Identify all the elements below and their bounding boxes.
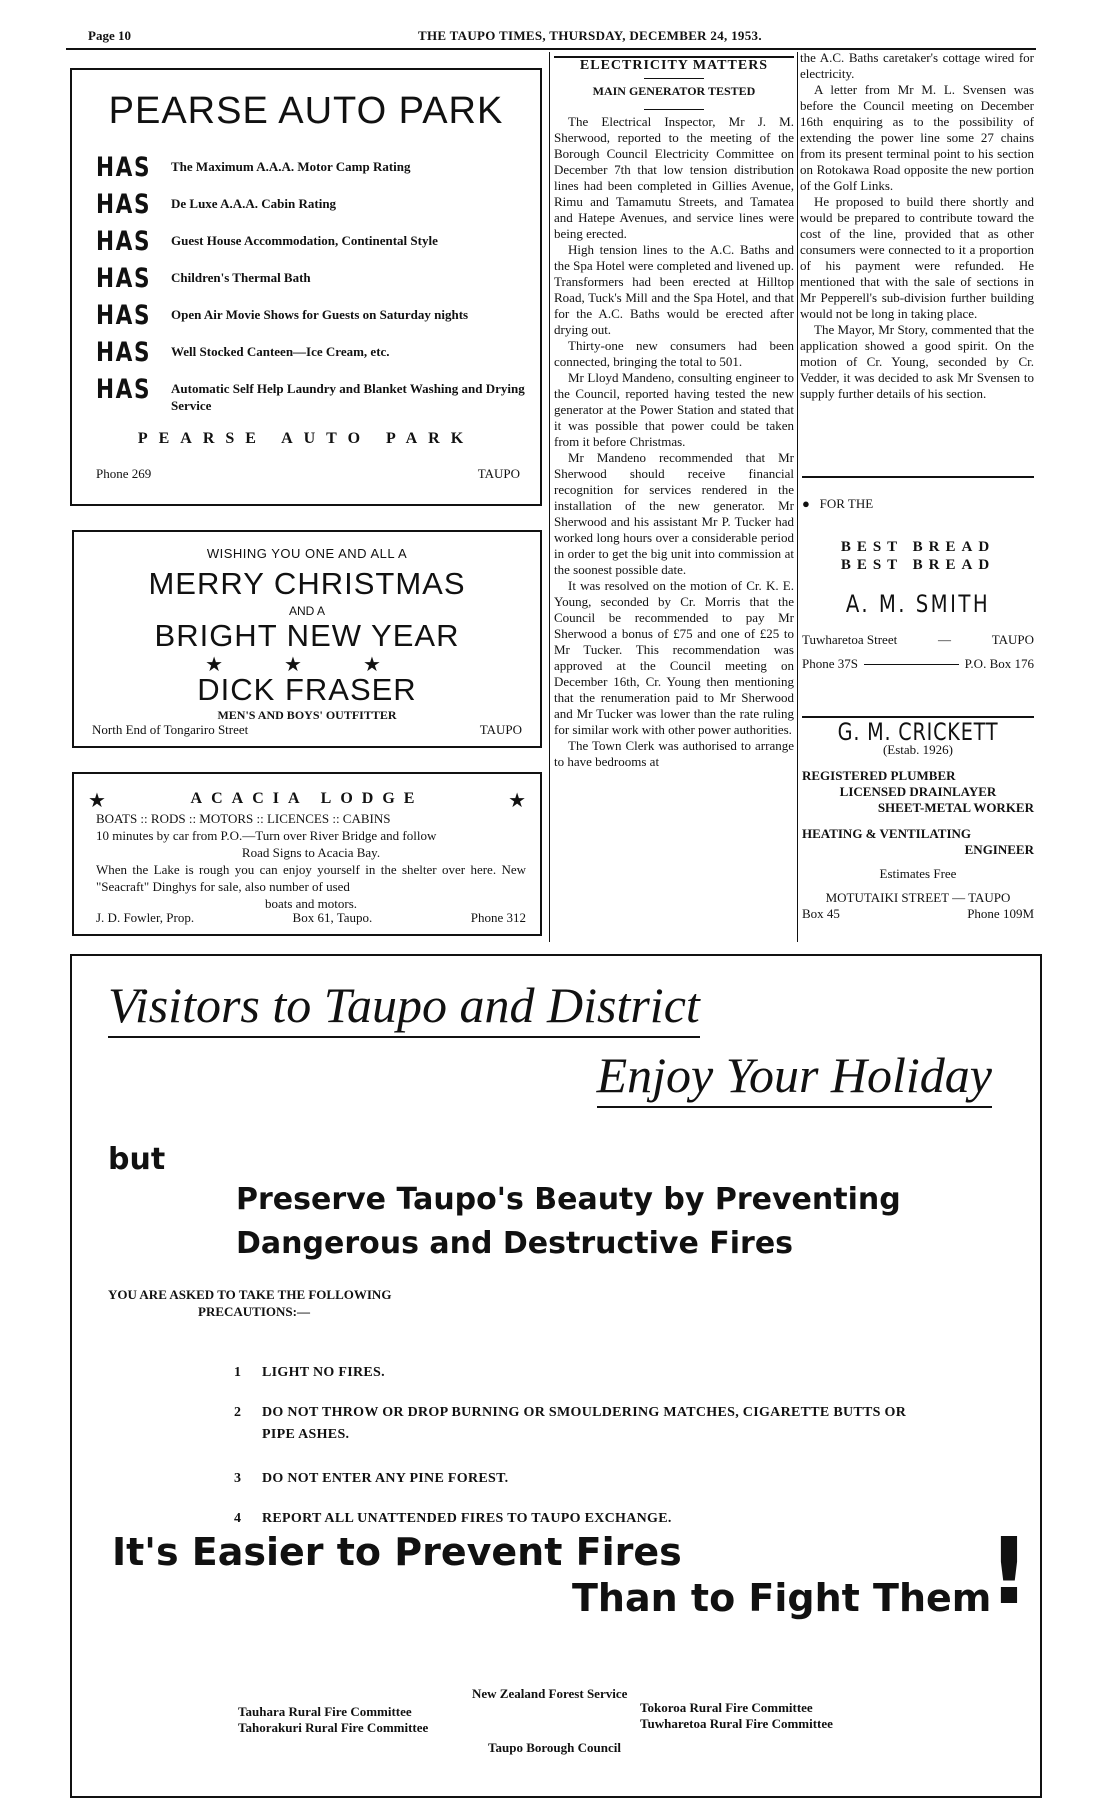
organisation: New Zealand Forest Service bbox=[472, 1686, 628, 1701]
directions-line: Road Signs to Acacia Bay. bbox=[241, 845, 381, 860]
organisation: Taupo Borough Council bbox=[488, 1740, 621, 1755]
bullet-icon: ● bbox=[802, 496, 810, 511]
boats-line: boats and motors. bbox=[264, 896, 358, 911]
exclamation-mark: ! bbox=[988, 1518, 1030, 1625]
divider bbox=[644, 78, 704, 79]
has-label: HAS bbox=[96, 189, 152, 220]
organisation: Tuwharetoa Rural Fire Committee bbox=[640, 1716, 833, 1731]
precaution-item bbox=[234, 1468, 982, 1490]
star-icon: ★ bbox=[88, 790, 106, 812]
proprietor: J. D. Fowler, Prop. bbox=[96, 910, 195, 925]
precaution-text: DO NOT THROW OR DROP BURNING OR SMOULDERING MATCHES, CIGARETTE BUTTS OR PIPE ASHES. bbox=[262, 1405, 907, 1442]
best-bread bbox=[802, 538, 1034, 574]
precaution-item bbox=[234, 1402, 922, 1446]
estimates: Estimates Free bbox=[879, 866, 957, 881]
trade-line: LICENSED DRAINLAYER bbox=[839, 784, 997, 799]
and-a: AND A bbox=[288, 604, 325, 618]
feature-text: De Luxe A.A.A. Cabin Rating bbox=[171, 196, 337, 211]
subheadline: MAIN GENERATOR TESTED bbox=[592, 84, 756, 98]
for-the bbox=[802, 496, 1034, 512]
pearse-auto-park-ad bbox=[70, 68, 542, 506]
directions-line: 10 minutes by car from P.O.—Turn over River Bridge and follow bbox=[96, 828, 437, 843]
precaution-number: 1 bbox=[234, 1365, 241, 1380]
paragraph: He proposed to build there shortly and would be prepared to contribute toward the cost of the line, provided that as other consumers were connected to it a proportion of his payment were refunded. He mentioned that with the sale of sections in Mr Pepperell's sub-division further building would not be long in taking place. bbox=[800, 194, 1034, 321]
town: TAUPO bbox=[477, 466, 520, 481]
trade: MEN'S AND BOYS' OUTFITTER bbox=[217, 708, 397, 722]
headline-enjoy: Enjoy Your Holiday bbox=[597, 1046, 992, 1108]
preserve-heading bbox=[236, 1178, 996, 1266]
feature-row bbox=[96, 226, 531, 257]
paragraph: The Mayor, Mr Story, commented that the application showed a good spirit. On the motion of Cr. Young, seconded by Cr. Vedder, it was decided to ask Mr Svensen to supply further details of his section. bbox=[800, 322, 1034, 401]
svensen-article bbox=[800, 50, 1034, 402]
trade-line: HEATING & VENTILATING bbox=[802, 826, 972, 841]
paragraph: The Electrical Inspector, Mr J. M. Sherwood, reported to the meeting of the Borough Council Electricity Committee on December 7th that low tension distribution lines had been completed in Gillies Avenue, Rimu and Tamamutu Streets, and Tamatea and Hatepe Avenues, and service lines were being erected. bbox=[554, 114, 794, 241]
box: Box 61, Taupo. bbox=[292, 910, 373, 925]
electricity-article bbox=[554, 58, 794, 770]
bright-new-year: BRIGHT NEW YEAR bbox=[154, 618, 460, 653]
acacia-lodge-ad bbox=[72, 772, 542, 936]
organisation: Tahorakuri Rural Fire Committee bbox=[238, 1720, 429, 1735]
trade-line: SHEET-METAL WORKER bbox=[877, 800, 1034, 815]
services-line: BOATS :: RODS :: MOTORS :: LICENCES :: CABINS bbox=[96, 811, 391, 826]
ad-title: ACACIA LODGE bbox=[190, 790, 424, 807]
preserve-line: Preserve Taupo's Beauty by Preventing bbox=[236, 1182, 901, 1217]
trade-line: REGISTERED PLUMBER bbox=[802, 768, 956, 783]
page-number: Page 10 bbox=[88, 28, 131, 43]
ad-signature: PEARSE AUTO PARK bbox=[137, 430, 475, 447]
po-box: P.O. Box 176 bbox=[964, 656, 1034, 671]
feature-row bbox=[96, 152, 531, 183]
street: MOTUTAIKI STREET — TAUPO bbox=[825, 890, 1011, 905]
phone: Phone 109M bbox=[967, 906, 1034, 921]
masthead: THE TAUPO TIMES, THURSDAY, DECEMBER 24, 1953. bbox=[418, 28, 762, 43]
phone: Phone 312 bbox=[470, 910, 526, 925]
asked-line: YOU ARE ASKED TO TAKE THE FOLLOWING bbox=[108, 1287, 392, 1302]
but: but bbox=[108, 1142, 166, 1177]
greeting: WISHING YOU ONE AND ALL A bbox=[206, 546, 408, 561]
column-rule bbox=[549, 52, 550, 942]
contact-row bbox=[802, 906, 1034, 922]
precaution-number: 2 bbox=[234, 1405, 241, 1420]
dash: — bbox=[937, 632, 951, 647]
paragraph: the A.C. Baths caretaker's cottage wired for electricity. bbox=[800, 50, 1034, 81]
slogan-line: Than to Fight Them bbox=[572, 1576, 992, 1620]
has-label: HAS bbox=[96, 374, 152, 405]
column-rule bbox=[797, 52, 798, 942]
best-bread-line: BEST BREAD bbox=[840, 539, 996, 555]
ad-body bbox=[96, 810, 526, 912]
shelter-line: When the Lake is rough you can enjoy yourself in the shelter over here. New "Seacraft" Dinghys for sale, also number of used bbox=[96, 862, 526, 894]
street: Tuwharetoa Street bbox=[802, 632, 898, 647]
precaution-text: DO NOT ENTER ANY PINE FOREST. bbox=[262, 1471, 509, 1486]
paragraph: Mr Mandeno recommended that Mr Sherwood should receive financial recognition for services rendered in the installation of the new generator. Mr Sherwood and his assistant Mr P. Tucker had worked long hours over a considerable period in order to get the big unit into commission at the soonest possible date. bbox=[554, 450, 794, 577]
organisation: Tauhara Rural Fire Committee bbox=[238, 1704, 412, 1719]
asked-line: PRECAUTIONS:— bbox=[198, 1304, 310, 1319]
feature-row bbox=[96, 374, 531, 414]
contact-row bbox=[802, 656, 1034, 672]
phone: Phone 37S bbox=[802, 656, 858, 671]
feature-text: Well Stocked Canteen—Ice Cream, etc. bbox=[171, 344, 390, 359]
fire-prevention-ad bbox=[70, 954, 1042, 1798]
has-label: HAS bbox=[96, 337, 152, 368]
feature-row bbox=[96, 263, 531, 294]
paragraph: Mr Lloyd Mandeno, consulting engineer to the Council, reported having tested the new generator at the Power Station and stated that it was possible that power could be taken from it before Christmas. bbox=[554, 370, 794, 449]
established: (Estab. 1926) bbox=[882, 742, 954, 757]
has-label: HAS bbox=[96, 263, 152, 294]
paragraph: A letter from Mr M. L. Svensen was before the Council meeting on December 16th enquiring as to the possibility of extending the power line some 27 chains from its present terminal point to his section on Rotokawa Road opposite the new portion of the Golf Links. bbox=[800, 82, 1034, 193]
feature-row bbox=[96, 300, 531, 331]
town: TAUPO bbox=[479, 722, 522, 737]
feature-text: The Maximum A.A.A. Motor Camp Rating bbox=[171, 159, 411, 174]
paragraph: It was resolved on the motion of Cr. K. E. Young, seconded by Cr. Morris that the Council be recommended to pay Mr Sherwood a bonus of £75 and one of £25 to Mr Tucker. This recommendation was approved at the Council meeting on December 16th, Cr. Young then mentioning that the renumeration paid to Mr Sherwood and Mr Tucker was lower than the rate ruling for similar work with other power authorities. bbox=[554, 578, 794, 737]
precaution-text: REPORT ALL UNATTENDED FIRES TO TAUPO EXCHANGE. bbox=[262, 1511, 672, 1526]
paragraph: High tension lines to the A.C. Baths and the Spa Hotel were completed and livened up. Transformers had been erected at Hilltop Road, Tuck's Mill and the Spa Hotel, and that for the A.C. Baths would be erected after drying out. bbox=[554, 242, 794, 337]
address-row bbox=[802, 632, 1034, 648]
preserve-line: Dangerous and Destructive Fires bbox=[236, 1226, 794, 1261]
town: TAUPO bbox=[991, 632, 1034, 647]
trade-line: ENGINEER bbox=[964, 842, 1034, 857]
feature-row bbox=[96, 189, 531, 220]
business-name: A. M. SMITH bbox=[845, 590, 991, 618]
phone: Phone 269 bbox=[96, 466, 152, 481]
feature-text: Open Air Movie Shows for Guests on Saturday nights bbox=[171, 307, 469, 322]
feature-text: Guest House Accommodation, Continental Style bbox=[171, 233, 438, 248]
divider bbox=[644, 109, 704, 110]
precaution-item bbox=[234, 1508, 982, 1530]
box: Box 45 bbox=[802, 906, 840, 921]
dick-fraser-ad bbox=[72, 530, 542, 748]
ad-title: PEARSE AUTO PARK bbox=[108, 90, 504, 132]
am-smith-bread-ad bbox=[802, 496, 1034, 672]
business-name: DICK FRASER bbox=[197, 672, 417, 707]
best-bread-line: BEST BREAD bbox=[840, 557, 996, 573]
asked-text bbox=[108, 1286, 391, 1320]
merry-christmas: MERRY CHRISTMAS bbox=[148, 566, 466, 601]
headline-visitors: Visitors to Taupo and District bbox=[108, 976, 700, 1038]
precaution-number: 3 bbox=[234, 1471, 241, 1486]
slogan-line: It's Easier to Prevent Fires bbox=[112, 1530, 682, 1574]
organisation: Tokoroa Rural Fire Committee bbox=[640, 1700, 813, 1715]
star-icon: ★ bbox=[508, 790, 526, 812]
has-label: HAS bbox=[96, 226, 152, 257]
headline: ELECTRICITY MATTERS bbox=[579, 58, 769, 73]
section-rule bbox=[802, 476, 1034, 478]
precaution-number: 4 bbox=[234, 1511, 241, 1526]
paragraph: Thirty-one new consumers had been connected, bringing the total to 501. bbox=[554, 338, 794, 369]
ad-footer bbox=[96, 910, 526, 926]
dash-rule bbox=[864, 664, 959, 672]
has-label: HAS bbox=[96, 152, 152, 183]
precaution-item bbox=[234, 1362, 982, 1384]
feature-text: Children's Thermal Bath bbox=[171, 270, 311, 285]
precaution-text: LIGHT NO FIRES. bbox=[262, 1365, 385, 1380]
gm-crickett-ad bbox=[802, 718, 1034, 922]
feature-text: Automatic Self Help Laundry and Blanket Washing and Drying Service bbox=[171, 381, 525, 413]
has-label: HAS bbox=[96, 300, 152, 331]
feature-row bbox=[96, 337, 531, 368]
business-name: G. M. CRICKETT bbox=[837, 718, 999, 746]
star-icon: ★ ★ ★ bbox=[205, 654, 409, 676]
paragraph: The Town Clerk was authorised to arrange to have bedrooms at bbox=[554, 738, 794, 769]
for-the-label: FOR THE bbox=[819, 496, 874, 511]
address: North End of Tongariro Street bbox=[92, 722, 249, 737]
